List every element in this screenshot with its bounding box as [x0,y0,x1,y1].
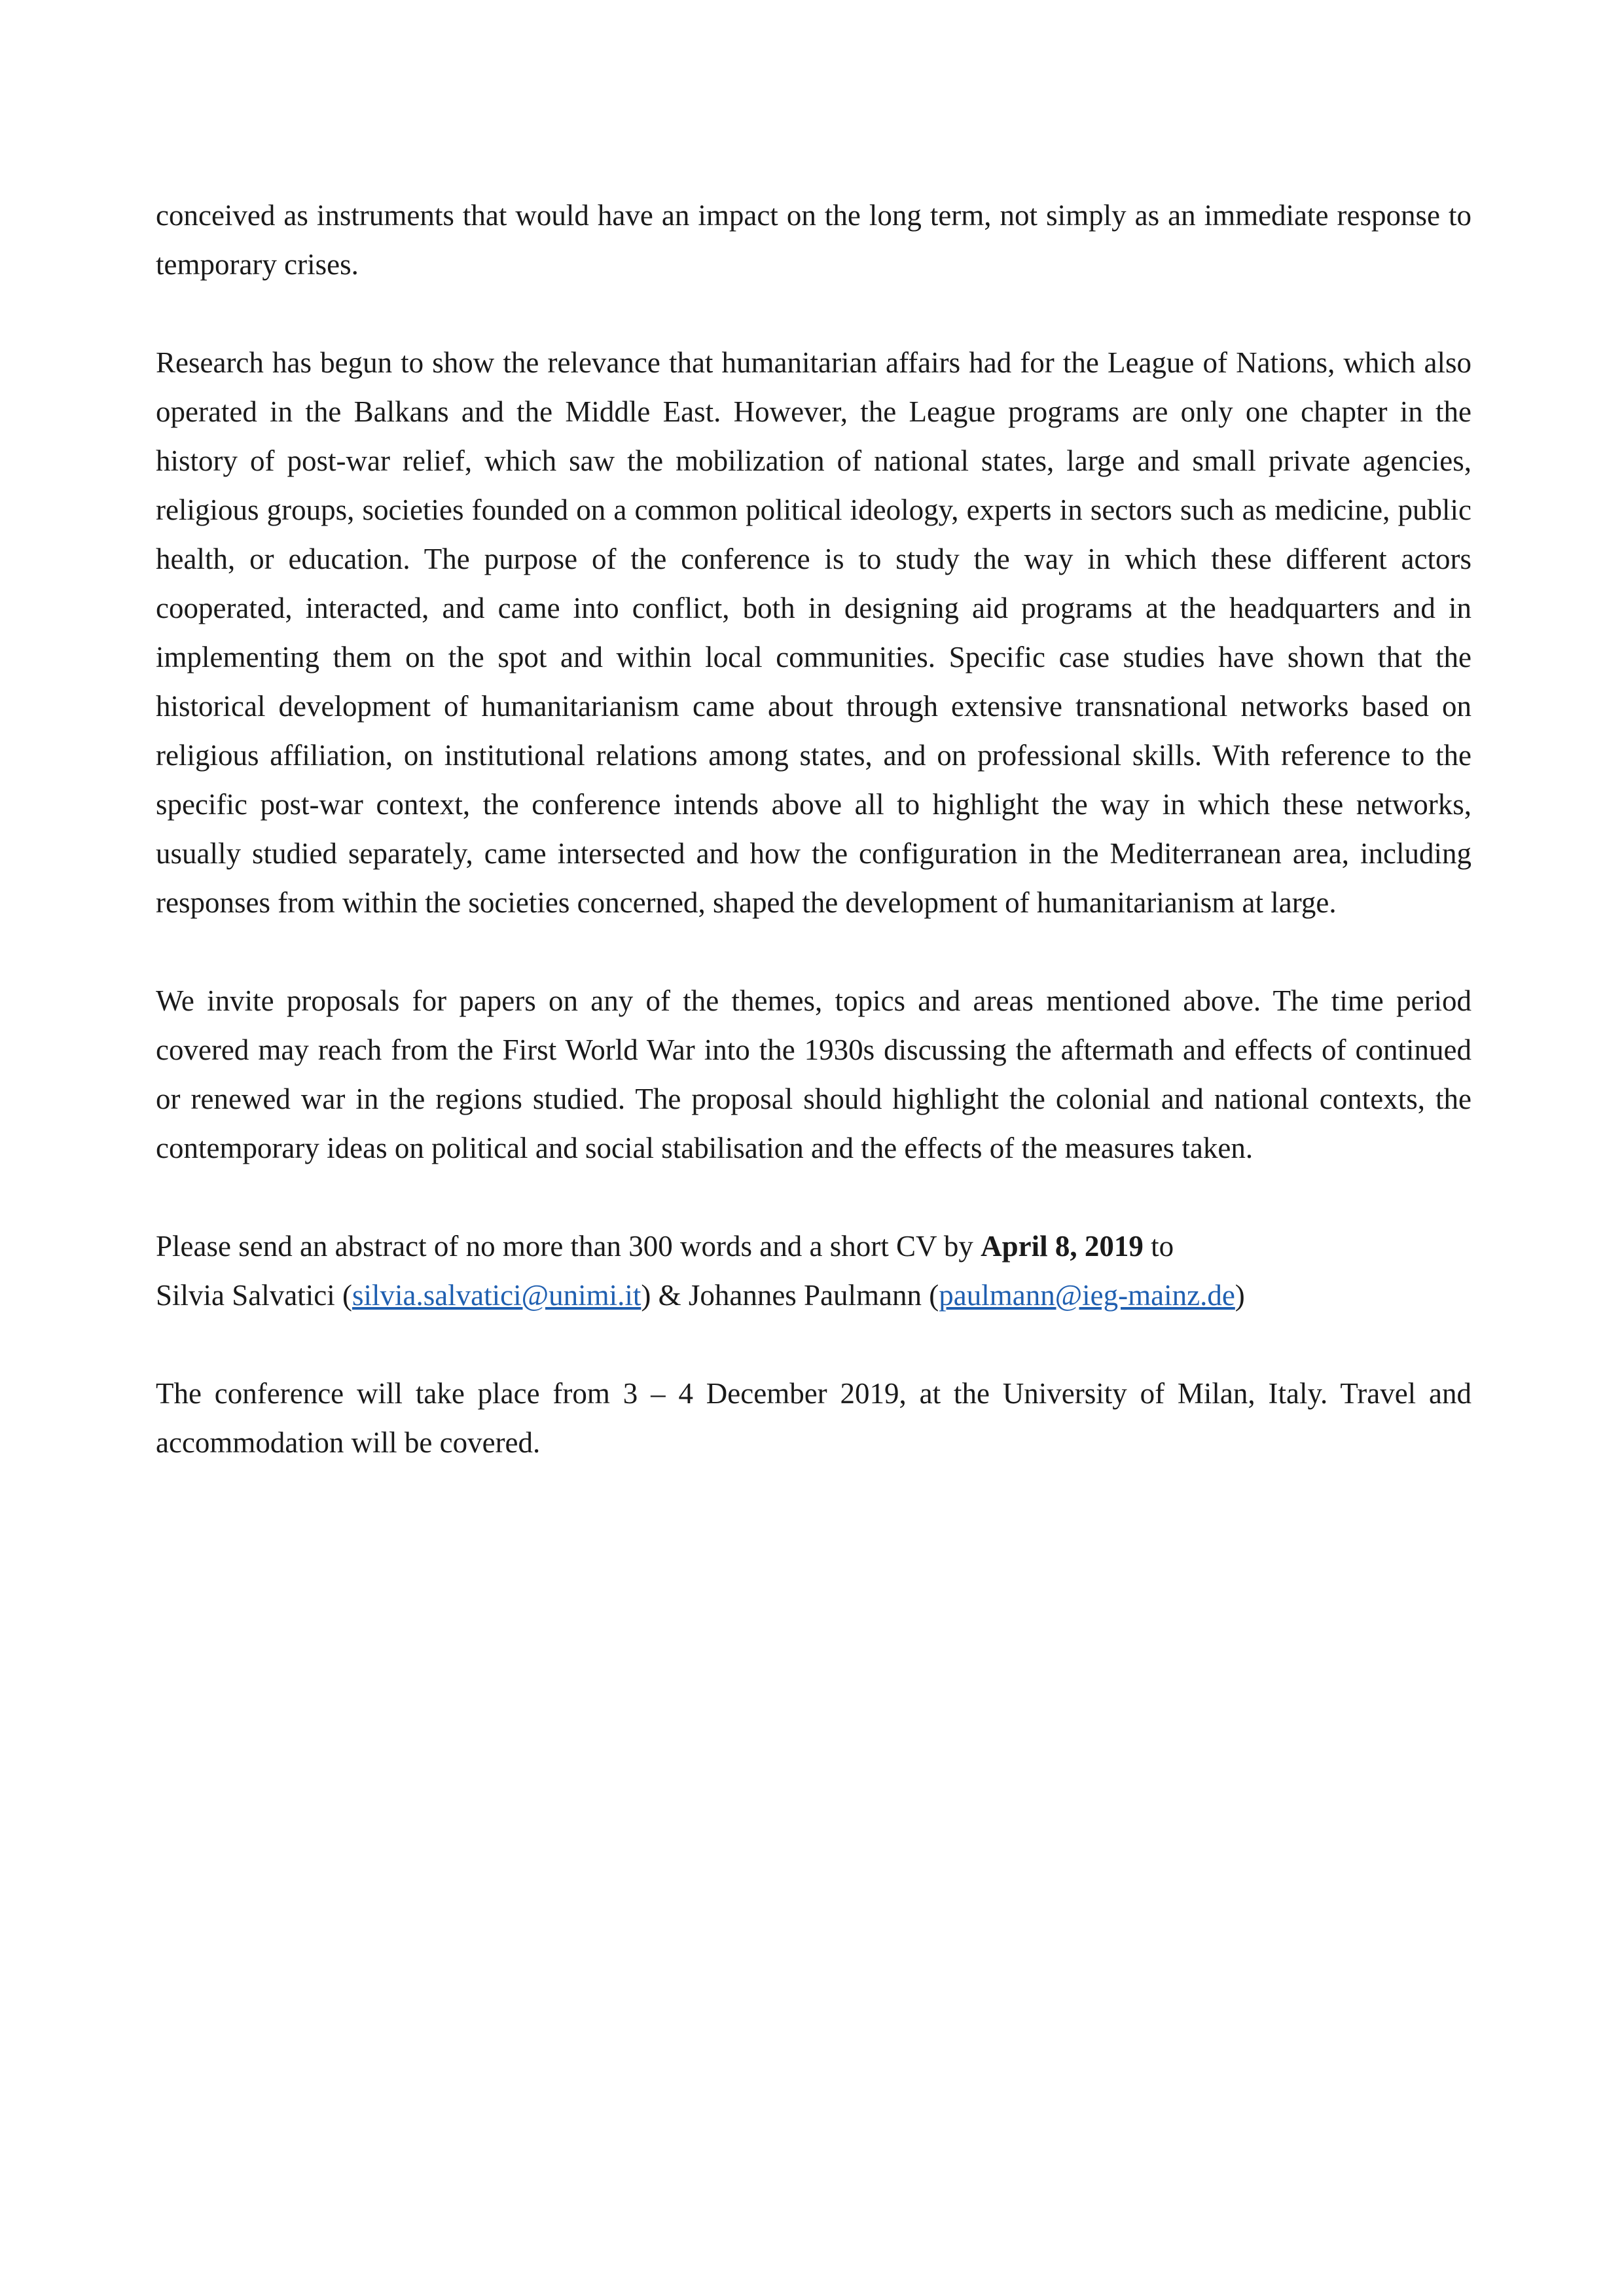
contacts-close: ) [1235,1279,1245,1312]
paragraph-invitation: We invite proposals for papers on any of the themes, topics and areas mentioned above. The time period covered may reach from the First World War into the 1930s discussing the aftermath and effects of continued or renewed war in the regions studied. The proposal should highlight the colonial and national contexts, the contemporary ideas on political and social stabilisation and the effects of the measures taken. [156,984,1471,1164]
contact-2-name: ) & Johannes Paulmann ( [641,1279,939,1312]
contact-1-email-link[interactable]: silvia.salvatici@unimi.it [352,1279,641,1312]
paragraph-closing: The conference will take place from 3 – 4 December 2019, at the University of Milan, Italy. Travel and accommodation will be covered. [156,1377,1471,1459]
paragraph-research: Research has begun to show the relevance that humanitarian affairs had for the League of Nations, which also operated in the Balkans and the Middle East. However, the League programs are only one chapter in the history of post-war relief, which saw the mobilization of national states, large and small private agencies, religious groups, societies founded on a common political ideology, experts in sectors such as medicine, public health, or education. The purpose of the conference is to study the way in which these different actors cooperated, interacted, and came into conflict, both in designing aid programs at the headquarters and in implementing them on the spot and within local communities. Specific case studies have shown that the historical development of humanitarianism came about through extensive transnational networks based on religious affiliation, on institutional relations among states, and on professional skills. With reference to the specific post-war context, the conference intends above all to highlight the way in which these networks, usually studied separately, came intersected and how the configuration in the Mediterranean area, including responses from within the societies concerned, shaped the development of humanitarianism at large. [156,346,1471,919]
submission-line [156,1222,1471,1271]
submission-deadline: April 8, 2019 [981,1230,1144,1263]
contact-2-email-link[interactable]: paulmann@ieg-mainz.de [939,1279,1235,1312]
submission-intro: Please send an abstract of no more than 300 words and a short CV by [156,1230,981,1263]
paragraph-submission [156,1222,1471,1320]
document-body [156,191,1471,1516]
contacts-line [156,1271,1471,1320]
paragraph-continuation: conceived as instruments that would have an impact on the long term, not simply as an immediate response to temporary crises. [156,199,1471,281]
submission-to: to [1143,1230,1174,1263]
contact-1-name: Silvia Salvatici ( [156,1279,352,1312]
